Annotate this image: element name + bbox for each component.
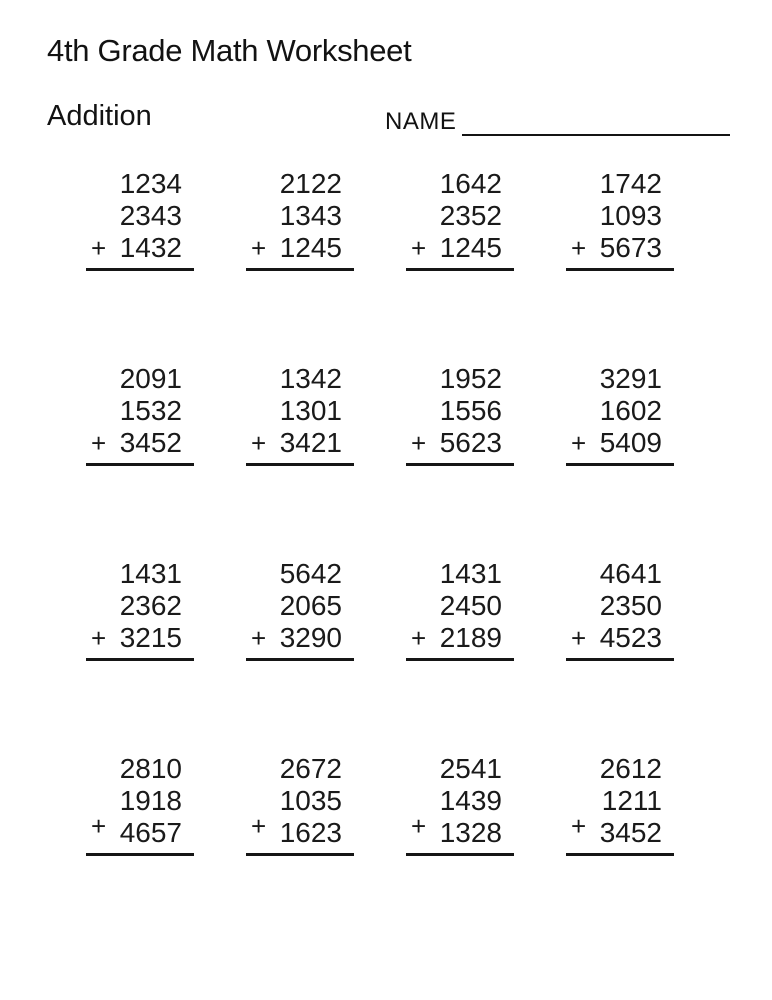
addition-problem-5 <box>86 363 194 466</box>
name-block <box>385 108 730 136</box>
answer-line <box>86 268 194 271</box>
addend-1: 1952 <box>439 363 502 394</box>
plus-operator: + <box>91 811 107 841</box>
plus-operator: + <box>571 233 587 263</box>
answer-line <box>406 658 514 661</box>
addend-2: 1602 <box>599 395 662 426</box>
answer-line <box>246 463 354 466</box>
sum-row <box>86 427 194 459</box>
sum-row <box>86 811 194 849</box>
addend-3: 1432 <box>119 232 182 263</box>
name-blank-line <box>462 108 730 136</box>
addition-problem-14 <box>246 753 354 856</box>
addend-3: 5409 <box>599 427 662 458</box>
addend-1: 1431 <box>439 558 502 589</box>
addition-problem-16 <box>566 753 674 856</box>
sum-row <box>566 427 674 459</box>
plus-operator: + <box>251 623 267 653</box>
addend-1: 3291 <box>599 363 662 394</box>
addend-1: 5642 <box>279 558 342 589</box>
plus-operator: + <box>91 428 107 458</box>
sum-row <box>246 427 354 459</box>
addend-3: 3421 <box>279 427 342 458</box>
addend-2: 1343 <box>279 200 342 231</box>
addition-problem-10 <box>246 558 354 661</box>
name-label: NAME <box>385 108 457 135</box>
answer-line <box>246 658 354 661</box>
addend-1: 2810 <box>119 753 182 784</box>
plus-operator: + <box>251 233 267 263</box>
addend-2: 2450 <box>439 590 502 621</box>
answer-line <box>246 853 354 856</box>
addition-problem-4 <box>566 168 674 271</box>
addend-3: 3290 <box>279 622 342 653</box>
addend-2: 2362 <box>119 590 182 621</box>
addend-3: 2189 <box>439 622 502 653</box>
plus-operator: + <box>571 623 587 653</box>
addition-problem-9 <box>86 558 194 661</box>
addend-3: 1245 <box>279 232 342 263</box>
addend-2: 1556 <box>439 395 502 426</box>
addend-1: 1342 <box>279 363 342 394</box>
plus-operator: + <box>411 811 427 841</box>
answer-line <box>246 268 354 271</box>
sum-row <box>246 811 354 849</box>
addition-problem-12 <box>566 558 674 661</box>
addend-2: 1439 <box>439 785 502 816</box>
sum-row <box>406 811 514 849</box>
addend-2: 2343 <box>119 200 182 231</box>
plus-operator: + <box>91 623 107 653</box>
addend-1: 2672 <box>279 753 342 784</box>
plus-operator: + <box>91 233 107 263</box>
addition-problem-3 <box>406 168 514 271</box>
sum-row <box>86 232 194 264</box>
plus-operator: + <box>571 428 587 458</box>
addend-1: 2541 <box>439 753 502 784</box>
answer-line <box>86 463 194 466</box>
plus-operator: + <box>411 233 427 263</box>
addend-2: 1532 <box>119 395 182 426</box>
addend-1: 2091 <box>119 363 182 394</box>
sum-row <box>566 811 674 849</box>
plus-operator: + <box>251 811 267 841</box>
plus-operator: + <box>411 428 427 458</box>
section-title: Addition <box>47 100 152 132</box>
answer-line <box>566 853 674 856</box>
addition-problem-11 <box>406 558 514 661</box>
addend-1: 1431 <box>119 558 182 589</box>
problems-grid <box>86 168 674 856</box>
addend-2: 1035 <box>279 785 342 816</box>
addend-2: 1093 <box>599 200 662 231</box>
sum-row <box>246 622 354 654</box>
answer-line <box>566 268 674 271</box>
sum-row <box>566 232 674 264</box>
addend-1: 4641 <box>599 558 662 589</box>
addend-1: 1642 <box>439 168 502 199</box>
addend-2: 1211 <box>601 785 662 816</box>
addition-problem-15 <box>406 753 514 856</box>
addend-3: 5673 <box>599 232 662 263</box>
answer-line <box>566 463 674 466</box>
sum-row <box>246 232 354 264</box>
answer-line <box>566 658 674 661</box>
answer-line <box>406 853 514 856</box>
addition-problem-7 <box>406 363 514 466</box>
addition-problem-2 <box>246 168 354 271</box>
plus-operator: + <box>571 811 587 841</box>
sum-row <box>406 232 514 264</box>
addend-1: 2122 <box>279 168 342 199</box>
addend-2: 1301 <box>279 395 342 426</box>
addend-3: 5623 <box>439 427 502 458</box>
addition-problem-13 <box>86 753 194 856</box>
sum-row <box>566 622 674 654</box>
addend-1: 2612 <box>599 753 662 784</box>
addend-1: 1742 <box>599 168 662 199</box>
addition-problem-1 <box>86 168 194 271</box>
answer-line <box>86 658 194 661</box>
addend-2: 1918 <box>119 785 182 816</box>
addend-1: 1234 <box>119 168 182 199</box>
addend-3: 3452 <box>599 817 662 848</box>
addend-3: 4523 <box>599 622 662 653</box>
plus-operator: + <box>251 428 267 458</box>
plus-operator: + <box>411 623 427 653</box>
addend-2: 2065 <box>279 590 342 621</box>
addend-2: 2352 <box>439 200 502 231</box>
sum-row <box>86 622 194 654</box>
addition-problem-6 <box>246 363 354 466</box>
answer-line <box>406 268 514 271</box>
addend-3: 1328 <box>439 817 502 848</box>
sum-row <box>406 427 514 459</box>
answer-line <box>406 463 514 466</box>
addend-3: 4657 <box>119 817 182 848</box>
addend-3: 3215 <box>119 622 182 653</box>
answer-line <box>86 853 194 856</box>
addend-3: 1245 <box>439 232 502 263</box>
addend-2: 2350 <box>599 590 662 621</box>
addition-problem-8 <box>566 363 674 466</box>
page-title: 4th Grade Math Worksheet <box>47 33 412 68</box>
addend-3: 3452 <box>119 427 182 458</box>
sum-row <box>406 622 514 654</box>
addend-3: 1623 <box>279 817 342 848</box>
